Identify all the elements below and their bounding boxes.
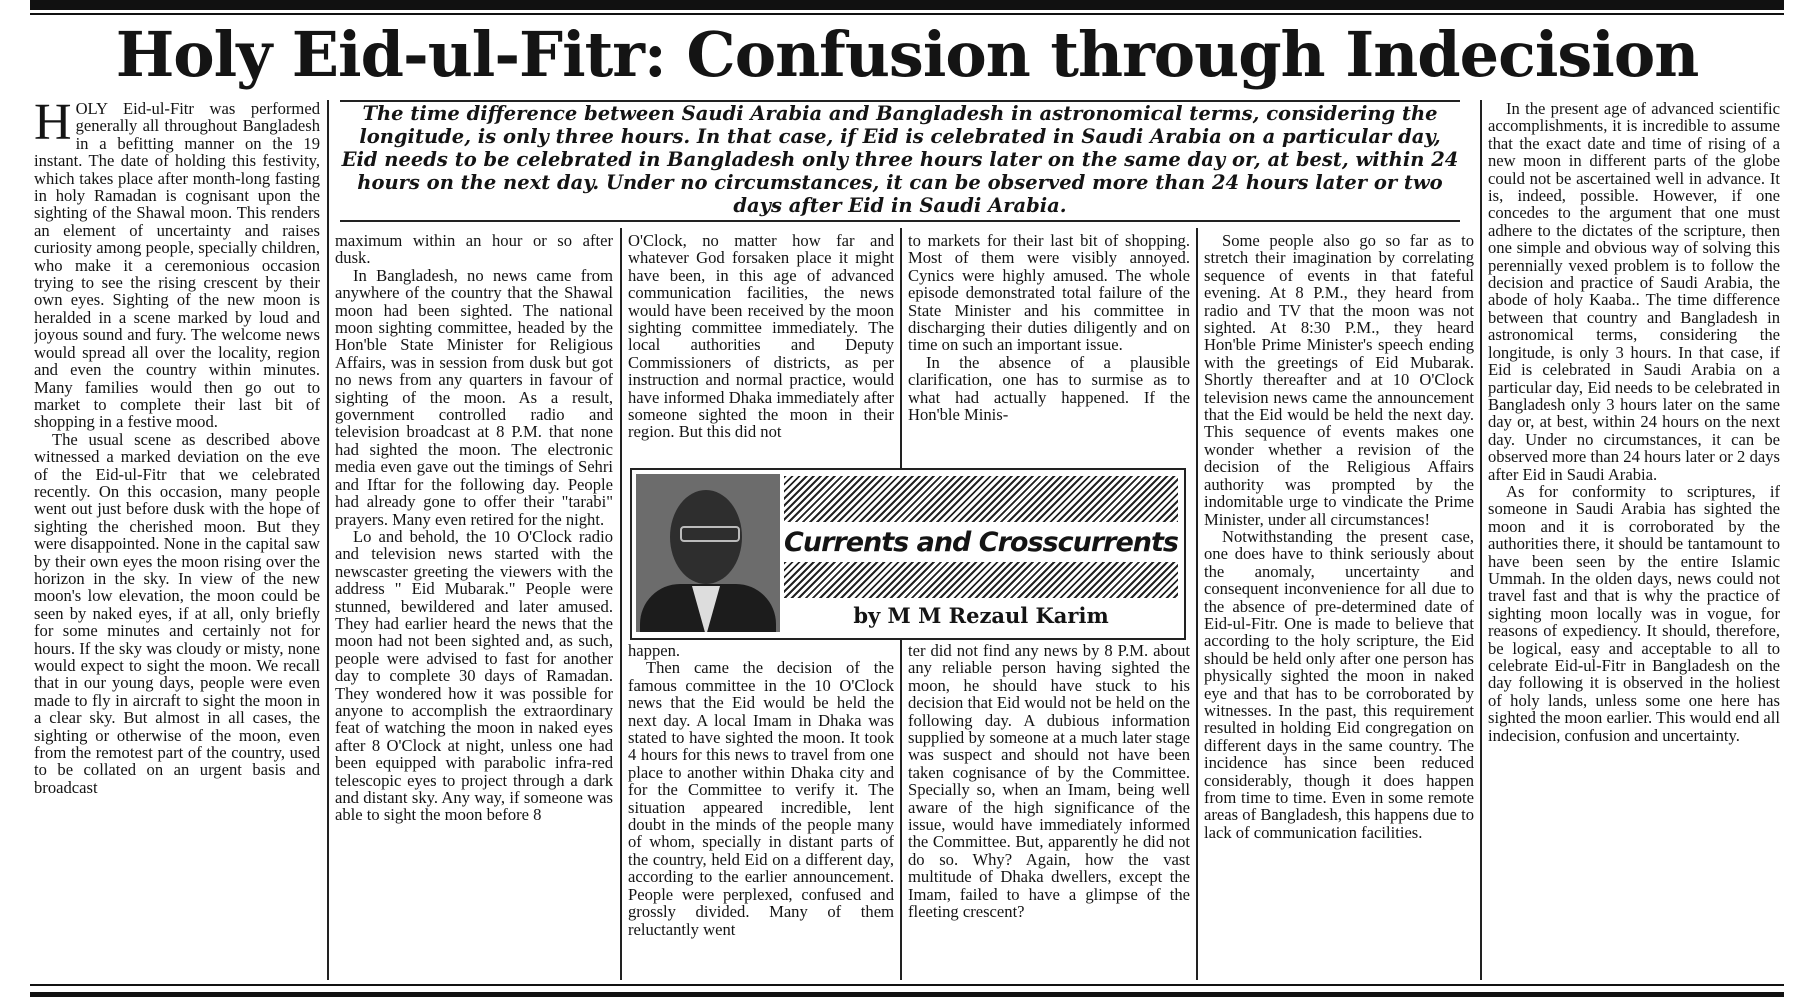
- hatch-decoration: [784, 562, 1178, 598]
- article-paragraph: In the absence of a plausible clarification, one has to surmise as to what had actually happened. If the Hon'ble Minis-: [908, 352, 1190, 425]
- article-paragraph: happen.: [628, 642, 681, 660]
- article-paragraph: maximum within an hour or so after dusk.: [335, 232, 613, 268]
- column-divider: [1480, 100, 1482, 980]
- article-paragraph: The usual scene as described above witnessed a marked deviation on the eve of the Eid-ul-Fitr that we celebrated recently. On this occasion, many people went out just before dusk with the hope of sighting the cherished moon. But they were disappointed. None in the capital saw by their own eyes the moon rising over the horizon in the sky. In view of the new moon's low elevation, the moon could be seen by naked eyes, if at all, only briefly for some minutes and certainly not for hours. If the sky was cloudy or misty, none would expect to sight the moon. We recall that in our young days, people were even made to fly in aircraft to sight the moon in a clear sky. But almost in all cases, the sighting or otherwise of the moon, even from the remotest part of the country, used to be collated on an urgent basis and broadcast: [34, 429, 320, 797]
- article-paragraph: O'Clock, no matter how far and whatever God forsaken place it might have been, in this age of advanced communication facilities, the news would have been received by the moon sighting committee immediately. The local authorities and Deputy Commissioners of districts, as per instruction and normal practice, would have informed Dhaka immediately after someone sighted the moon in their region. But this did not: [628, 232, 894, 442]
- column-divider: [327, 100, 329, 980]
- article-column-3-top: [628, 232, 894, 460]
- column-divider: [620, 228, 622, 980]
- byline: by M M Rezaul Karim: [784, 600, 1178, 632]
- deck-bottom-rule: [340, 220, 1460, 222]
- article-paragraph: Some people also go so far as to stretch their imagination by correlating sequence of events in that fateful evening. At 8 P.M., they heard from radio and TV that the moon was not sighted. At 8:30 P.M., they heard Hon'ble Prime Minister's speech ending with the greetings of Eid Mubarak. Shortly thereafter and at 10 O'Clock television news came the announcement that the Eid would be held the next day. This sequence of events makes one wonder whether a revision of the decision of the Religious Affairs authority was prompted by the indomitable urge to vindicate the Prime Minister, under all circumstances!: [1204, 232, 1474, 529]
- article-column-6: [1488, 100, 1780, 978]
- article-paragraph: As for conformity to scriptures, if someone in Saudi Arabia has sighted the moon and it is corroborated by the authorities there, it should be tantamount to have been seen by the entire Islamic Ummah. In the olden days, news could not travel fast and that is why the practice of sighting moon locally was in vogue, for reasons of expediency. It should, therefore, be logical, easy and acceptable to all to celebrate Eid-ul-Fitr in Bangladesh on the day following it is observed in the holiest of holy lands, unless some one here has sighted the moon earlier. This would end all indecision, confusion and uncertainty.: [1488, 481, 1780, 745]
- column-title: Currents and Crosscurrents: [784, 524, 1178, 562]
- hatch-decoration: [784, 476, 1178, 522]
- article-column-4-top: [908, 232, 1190, 460]
- top-rule-thin: [30, 13, 1784, 15]
- article-column-2: [335, 232, 613, 978]
- column-divider: [1196, 228, 1198, 980]
- author-photo: [636, 474, 780, 632]
- article-paragraph: In Bangladesh, no news came from anywhere of the country that the Shawal moon had been sighted. The national moon sighting committee, headed by the Hon'ble State Minister for Religious Affairs, was in session from dusk but got no news from any quarters in favour of sighting of the moon. As a result, government controlled radio and television broadcast at 8 P.M. that none had sighted the moon. The electronic media even gave out the timings of Sehri and Iftar for the following day. People had already gone to offer their "tarabi" prayers. Many even retired for the night.: [335, 265, 613, 529]
- article-paragraph: Notwithstanding the present case, one does have to think seriously about the anomaly, uncertainty and consequent inconvenience for all due to the absence of pre-determined date of Eid-ul-Fitr. One is made to believe that according to the holy scripture, the Eid should be held only after one person has physically sighted the moon in naked eye and that has to be corroborated by witnesses. In the past, this requirement resulted in holding Eid congregation on different days in the same country. The incidence has since been reduced considerably, though it does happen from time to time. Even in some remote areas of Bangladesh, this happens due to lack of communication facilities.: [1204, 526, 1474, 842]
- bottom-rule: [30, 984, 1784, 986]
- article-column-5: [1204, 232, 1474, 978]
- article-paragraph: [34, 100, 320, 431]
- article-column-4-bottom: [908, 642, 1190, 978]
- article-paragraph: Lo and behold, the 10 O'Clock radio and television news started with the newscaster greeting the viewers with the address " Eid Mubarak." People were stunned, bewildered and later amused. They had earlier heard the news that the moon had not been sighted and, as such, people were advised to fast for another day to complete 30 days of Ramadan. They wondered how it was possible for anyone to accomplish the extraordinary feat of watching the moon in naked eyes after 8 O'Clock at night, unless one had been equipped with parabolic infra-red telescopic eyes to project through a dark and distant sky. Any way, if someone was able to sight the moon before 8: [335, 526, 613, 825]
- article-column-3-bottom: [628, 642, 894, 978]
- paragraph-text: OLY Eid-ul-Fitr was performed generally all throughout Bangladesh in a befitting manner on the 19 instant. The date of holding this festivity, which takes place after month-long fasting in holy Ramadan is cognisant upon the sighting of the Shawal moon. This renders an element of uncertainty and raises curiosity among people, specially children, who make it a ceremonious occasion trying to see the rising crescent by their own eyes. Sighting of the new moon is heralded in a scene marked by loud and joyous sound and fury. The welcome news would spread all over the locality, region and even the country within minutes. Many families would then go out to market to complete their last bit of shopping in a festive mood.: [34, 100, 320, 432]
- top-rule: [30, 0, 1784, 10]
- article-paragraph: to markets for their last bit of shopping. Most of them were visibly annoyed. Cynics were highly amused. The whole episode demonstrated total failure of the State Minister and his committee in discharging their duties diligently and on time on such an important issue.: [908, 232, 1190, 355]
- article-paragraph: ter did not find any news by 8 P.M. about any reliable person having sighted the moon, he should have stuck to his decision that Eid would not be held on the following day. A dubious information supplied by someone at a much later stage was suspect and should not have been taken cognisance of by the Committee. Specially so, when an Imam, being well aware of the high significance of the issue, would have immediately informed the Committee. But, apparently he did not do so. Why? Again, how the vast multitude of Dhaka dwellers, except the Imam, failed to have a glimpse of the fleeting crescent?: [908, 642, 1190, 922]
- bottom-rule-thick: [30, 992, 1784, 997]
- column-header-box: [630, 468, 1186, 640]
- headline: Holy Eid-ul-Fitr: Confusion through Indecision: [115, 18, 1699, 91]
- article-paragraph: Then came the decision of the famous committee in the 10 O'Clock news that the Eid would be held the next day. A local Imam in Dhaka was stated to have sighted the moon. It took 4 hours for this news to travel from one place to another within Dhaka city and for the Committee to verify it. The situation appeared incredible, lent doubt in the minds of the people many of whom, specially in distant parts of the country, held Eid on a different day, according to the earlier announcement. People were perplexed, confused and grossly divided. Many of them reluctantly went: [628, 658, 894, 939]
- article-paragraph: In the present age of advanced scientific accomplishments, it is incredible to assume that the exact date and time of rising of a new moon in different parts of the globe could not be ascertained well in advance. It is, indeed, possible. However, if one concedes to the argument that one must adhere to the dictates of the scripture, then one simple and obvious way of solving this perennially vexed problem is to follow the decision and practice of Saudi Arabia, the abode of holy Kaaba.. The time difference between that country and Bangladesh in astronomical terms, considering the longitude, is only 3 hours. In that case, if Eid is celebrated in Saudi Arabia on a particular day, Eid needs to be celebrated in Bangladesh only 3 hours later on the same day or, at best, within 24 hours on the next day. Under no circumstances, it can be observed more than 24 hours later or 2 days after Eid in Saudi Arabia.: [1488, 100, 1780, 484]
- deck-summary: The time difference between Saudi Arabia and Bangladesh in astronomical terms, considering the longitude, is only three hours. In that case, if Eid is celebrated in Saudi Arabia on a particular day, Eid needs to be celebrated in Bangladesh only three hours later on the same day or, at best, within 24 hours on the next day. Under no circumstances, it can be observed more than 24 hours later or two days after Eid in Saudi Arabia.: [341, 102, 1459, 217]
- drop-cap: H: [34, 100, 72, 151]
- article-column-1: [34, 100, 320, 978]
